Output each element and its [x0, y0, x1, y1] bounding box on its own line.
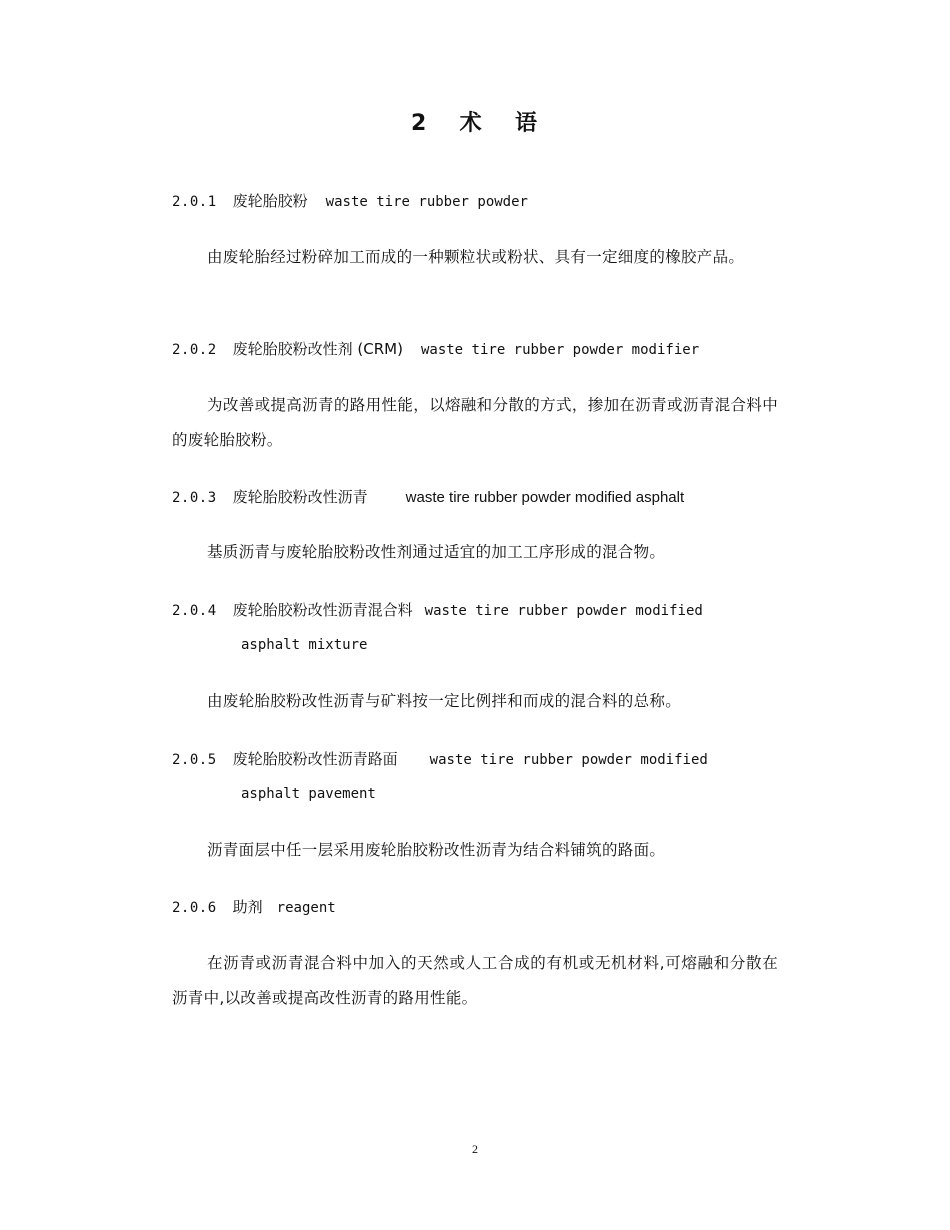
term-chinese: 废轮胎胶粉改性沥青	[232, 488, 368, 506]
term-chinese: 废轮胎胶粉改性沥青混合料	[232, 601, 413, 619]
term-chinese: 废轮胎胶粉改性沥青路面	[232, 750, 398, 768]
term-definition-2-0-6: 在沥青或沥青混合料中加入的天然或人工合成的有机或无机材料,可熔融和分散在沥青中,以改善或提高改性沥青的路用性能。	[172, 954, 778, 1007]
term-heading-2-0-2	[172, 332, 778, 367]
term-number: 2.0.3	[172, 490, 217, 506]
term-number: 2.0.1	[172, 194, 217, 210]
term-chinese: 助剂	[232, 898, 263, 916]
term-heading-2-0-6	[172, 890, 778, 925]
term-definition-2-0-2: 为改善或提高沥青的路用性能，以熔融和分散的方式，掺加在沥青或沥青混合料中的废轮胎胶粉。	[172, 396, 778, 449]
term-chinese: 废轮胎胶粉改性剂 (CRM)	[232, 340, 403, 358]
term-number: 2.0.4	[172, 603, 217, 619]
term-number: 2.0.5	[172, 752, 217, 768]
term-number: 2.0.6	[172, 900, 217, 916]
term-heading-2-0-4	[172, 593, 778, 662]
chapter-heading	[0, 106, 950, 137]
term-english: reagent	[276, 900, 336, 916]
term-english-continuation: asphalt mixture	[241, 637, 368, 653]
term-english: waste tire rubber powder	[325, 194, 528, 210]
term-english: waste tire rubber powder modified	[429, 752, 708, 768]
term-definition-2-0-3: 基质沥青与废轮胎胶粉改性剂通过适宜的加工工序形成的混合物。	[207, 543, 666, 561]
term-definition-2-0-1: 由废轮胎经过粉碎加工而成的一种颗粒状或粉状、具有一定细度的橡胶产品。	[207, 248, 745, 266]
term-english-continuation: asphalt pavement	[241, 786, 376, 802]
page-number: 2	[472, 1142, 478, 1156]
chapter-title-text: 术 语	[459, 111, 539, 136]
term-chinese: 废轮胎胶粉	[232, 192, 308, 210]
term-heading-2-0-1	[172, 184, 778, 219]
term-heading-2-0-3	[172, 480, 778, 515]
term-english: waste tire rubber powder modified asphalt	[405, 489, 685, 506]
term-heading-2-0-5	[172, 742, 778, 811]
chapter-number: 2	[411, 111, 429, 136]
term-english: waste tire rubber powder modifier	[420, 342, 700, 358]
term-definition-2-0-4: 由废轮胎胶粉改性沥青与矿料按一定比例拌和而成的混合料的总称。	[207, 692, 682, 710]
term-number: 2.0.2	[172, 342, 217, 358]
term-definition-2-0-5: 沥青面层中任一层采用废轮胎胶粉改性沥青为结合料铺筑的路面。	[207, 841, 666, 859]
term-english: waste tire rubber powder modified	[424, 603, 703, 619]
